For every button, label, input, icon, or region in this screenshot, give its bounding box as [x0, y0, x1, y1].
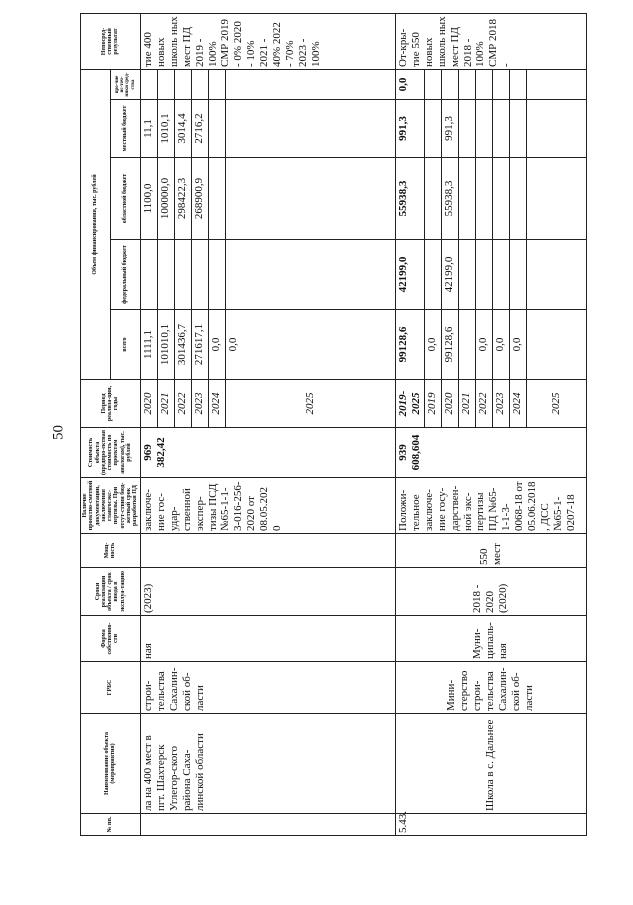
total-cell: 0,0	[424, 310, 441, 380]
other-cell	[475, 70, 492, 100]
other-cell	[526, 70, 586, 100]
federal-summary: 42199,0	[395, 240, 424, 310]
total-cell: 0,0	[509, 310, 526, 380]
rotated-table-frame	[80, 14, 633, 836]
row1-grbs: строи-тельства Сахалин-ской об-ласти	[140, 662, 395, 714]
federal-cell	[191, 240, 208, 310]
regional-cell	[475, 158, 492, 240]
header-grbs: ГРБС	[81, 662, 141, 714]
header-regional: областной бюджет	[110, 158, 140, 240]
table-row	[140, 14, 157, 836]
total-cell: 1111,1	[140, 310, 157, 380]
federal-cell: 42199,0	[441, 240, 458, 310]
total-cell: 271617,1	[191, 310, 208, 380]
year-cell: 2023	[191, 380, 208, 428]
local-cell	[492, 100, 509, 158]
header-num: № пп.	[81, 814, 141, 836]
regional-cell	[424, 158, 441, 240]
regional-cell: 55938,3	[441, 158, 458, 240]
header-other: про-чие ис-точ-ники сред-ства	[110, 70, 140, 100]
row2-result: От-кры-тие 550 новых школь ных мест ПД 2018 - 100% СМР 2018 -	[395, 14, 586, 70]
year-cell: 2020	[140, 380, 157, 428]
row2-cost: 939 608,604	[395, 428, 586, 478]
local-cell	[509, 100, 526, 158]
header-deadline: Сроки реализации объекта / срок ввода в эксплуа-тацию	[81, 568, 141, 616]
local-cell	[225, 100, 395, 158]
total-summary: 99128,6	[395, 310, 424, 380]
local-cell	[475, 100, 492, 158]
federal-cell	[526, 240, 586, 310]
row1-cost: 969 382,42	[140, 428, 395, 478]
local-cell: 2716,2	[191, 100, 208, 158]
regional-cell: 268900,9	[191, 158, 208, 240]
federal-cell	[424, 240, 441, 310]
year-cell: 2024	[208, 380, 225, 428]
total-cell: 0,0	[225, 310, 395, 380]
row2-capacity: 550 мест	[395, 534, 586, 568]
row1-result: тие 400 новых школь ных мест ПД 2019 - 100% СМР 2019 - 0% 2020 - 10% 2021 - 40% 2022 - 70% 2023 - 100%	[140, 14, 395, 70]
federal-cell	[157, 240, 174, 310]
local-cell	[424, 100, 441, 158]
header-name: Наименование объекта (мероприятия)	[81, 714, 141, 814]
other-cell	[509, 70, 526, 100]
year-cell: 2025	[526, 380, 586, 428]
year-cell: 2022	[475, 380, 492, 428]
federal-cell	[509, 240, 526, 310]
local-cell: 11,1	[140, 100, 157, 158]
row1-capacity	[140, 534, 395, 568]
other-cell	[225, 70, 395, 100]
local-cell	[458, 100, 475, 158]
row2-ownership: Муни-ципаль-ная	[395, 616, 586, 662]
regional-cell	[509, 158, 526, 240]
header-local: местный бюджет	[110, 100, 140, 158]
total-cell: 99128,6	[441, 310, 458, 380]
total-cell	[526, 310, 586, 380]
total-cell: 0,0	[475, 310, 492, 380]
year-cell: 2022	[174, 380, 191, 428]
row2-design-doc: Положи-тельное заключе-ние госу-дарствен-ной экс-пертизы ПД №65-1-1-3-0068-18 от 05.06.2018 , ДСС №65-1-0207-18	[395, 478, 586, 534]
total-cell: 101010,1	[157, 310, 174, 380]
row1-num	[140, 814, 395, 836]
federal-cell	[140, 240, 157, 310]
local-cell	[526, 100, 586, 158]
year-cell: 2021	[458, 380, 475, 428]
year-cell: 2021	[157, 380, 174, 428]
header-cost: Стоимость объекта (предпро-ектная стоимость по проектам аналогам), тыс. рублей	[81, 428, 141, 478]
federal-cell	[174, 240, 191, 310]
total-cell: 301436,7	[174, 310, 191, 380]
local-summary: 991,3	[395, 100, 424, 158]
other-cell	[191, 70, 208, 100]
regional-cell: 1100,0	[140, 158, 157, 240]
period-summary: 2019-2025	[395, 380, 424, 428]
header-total: всего	[110, 310, 140, 380]
row2-name: Школа в с. Дальнее	[395, 714, 586, 814]
other-cell	[492, 70, 509, 100]
header-period: Период реализа-ции, годы	[81, 380, 141, 428]
row1-deadline: (2023)	[140, 568, 395, 616]
year-cell: 2023	[492, 380, 509, 428]
total-cell: 0,0	[208, 310, 225, 380]
other-cell	[157, 70, 174, 100]
other-cell	[441, 70, 458, 100]
row2-deadline: 2018 - 2020 (2020)	[395, 568, 586, 616]
local-cell: 3014,4	[174, 100, 191, 158]
header-design-doc: Наличие проектно-сметной документации, заключения главгосэкс-пертизы. При отсут-ствии бюд-жетный срок разработки ПД	[81, 478, 141, 534]
row2-grbs: Мини-стерство строи-тельства Сахалин-ской об-ласти	[395, 662, 586, 714]
local-cell: 991,3	[441, 100, 458, 158]
row1-ownership: ная	[140, 616, 395, 662]
local-cell: 1010,1	[157, 100, 174, 158]
local-cell	[208, 100, 225, 158]
federal-cell	[475, 240, 492, 310]
year-cell: 2024	[509, 380, 526, 428]
year-cell: 2020	[441, 380, 458, 428]
regional-cell	[458, 158, 475, 240]
row1-name: ла на 400 мест в пгт. Шахтерск Углегор-ского района Саха-линской области	[140, 714, 395, 814]
federal-cell	[492, 240, 509, 310]
header-federal: федеральный бюджет	[110, 240, 140, 310]
federal-cell	[458, 240, 475, 310]
regional-cell	[208, 158, 225, 240]
regional-cell: 298422,3	[174, 158, 191, 240]
header-ownership: Форма собственно-сти	[81, 616, 141, 662]
total-cell	[458, 310, 475, 380]
year-cell: 2025	[225, 380, 395, 428]
other-cell	[208, 70, 225, 100]
regional-cell	[526, 158, 586, 240]
funding-table	[80, 13, 587, 836]
regional-summary: 55938,3	[395, 158, 424, 240]
header-result: Непосред-ственный результат	[81, 14, 141, 70]
year-cell: 2019	[424, 380, 441, 428]
row2-num: 5.43.	[395, 814, 586, 836]
regional-cell	[492, 158, 509, 240]
row1-design-doc: заключе-ние гос-удар-ственной экспер-тизы ПСД №65-1-1-3-016-256-2020 от 08.05.202 0	[140, 478, 395, 534]
header-funding: Объем финансирования, тыс. рублей	[81, 70, 111, 380]
header-capacity: Мощ-ность	[81, 534, 141, 568]
regional-cell: 100000,0	[157, 158, 174, 240]
other-cell	[458, 70, 475, 100]
other-cell	[174, 70, 191, 100]
other-cell	[424, 70, 441, 100]
regional-cell	[225, 158, 395, 240]
page-number: 50	[50, 425, 67, 440]
total-cell: 0,0	[492, 310, 509, 380]
table-row	[395, 14, 424, 836]
other-summary: 0,0	[395, 70, 424, 100]
other-cell	[140, 70, 157, 100]
federal-cell	[208, 240, 225, 310]
federal-cell	[225, 240, 395, 310]
